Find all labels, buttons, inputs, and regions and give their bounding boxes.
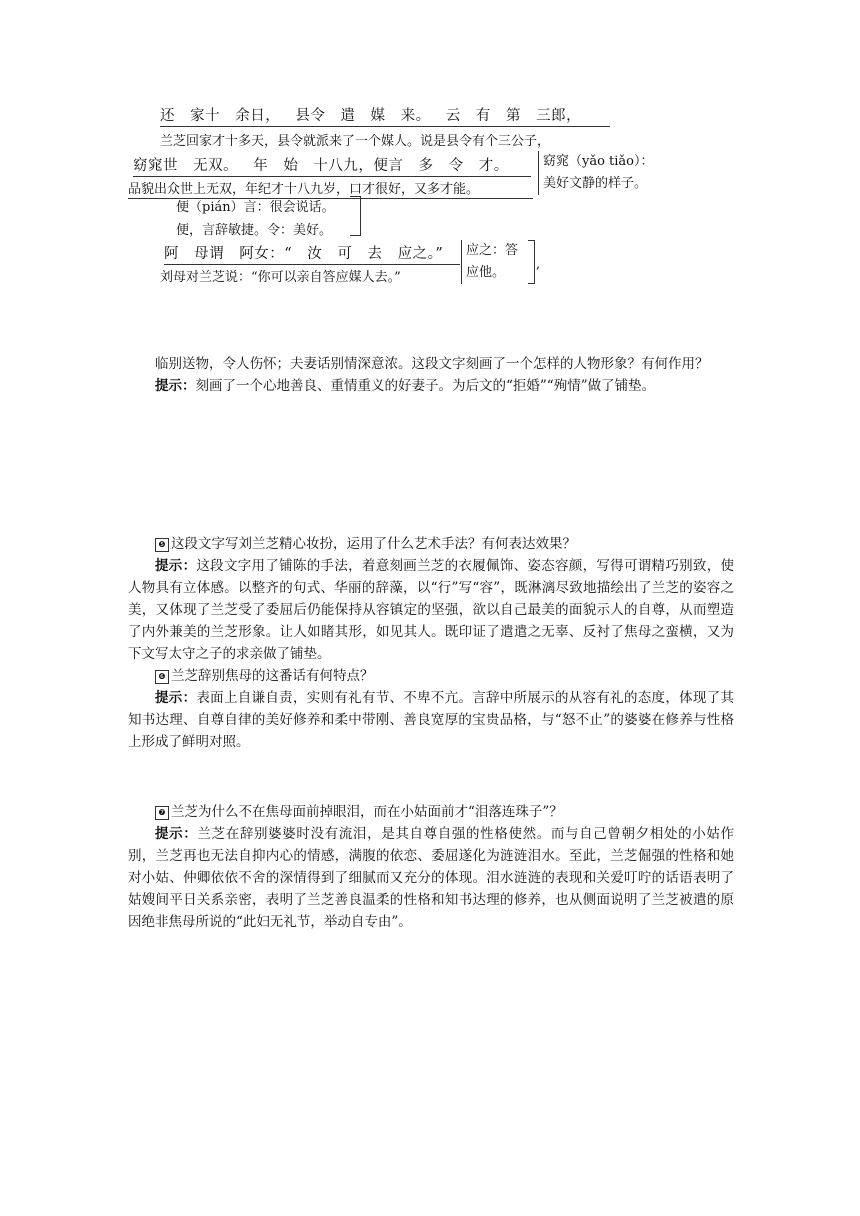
note-bianyan-line1: 便（pián）言：很会说话。 <box>176 200 335 215</box>
note-bianyan-bracket <box>350 196 361 236</box>
question-2-text <box>128 533 734 555</box>
question-2 <box>128 533 734 665</box>
question-1 <box>128 353 734 397</box>
note-yaotiao-line2: 美好文静的样子。 <box>543 176 648 191</box>
question-4 <box>128 801 734 933</box>
question-text: 兰芝辞别焦母的这番话有何特点？ <box>171 668 374 684</box>
question-3 <box>128 665 734 753</box>
note-yingzhi-bracket <box>528 240 535 284</box>
passage-line2-original: 窈窕世 无双。 年 始 十八九，便言 多 令 才。 <box>133 154 531 177</box>
hint-text: 表面上自谦自责，实则有礼有节、不卑不亢。言辞中所展示的从容有礼的态度，体现了其知书达理、自尊自律的美好修养和柔中带刚、善良宽厚的宝贵品格，与“怒不止”的婆婆在修养与性格上形成了鲜明对照。 <box>128 690 735 750</box>
question-1-hint <box>128 375 734 397</box>
question-3-text <box>128 665 734 687</box>
passage-line3-translation: 刘母对兰芝说：“你可以亲自答应媒人去。” <box>160 270 401 285</box>
comma-mark: , <box>536 257 541 272</box>
passage-line3-original: 阿 母谓 阿女：“ 汝 可 去 应之。” <box>164 242 460 265</box>
passage-line1-translation: 兰芝回家才十多天，县令就派来了一个媒人。说是县令有个三公子， <box>160 134 551 149</box>
question-1-text: 临别送物，令人伤怀；夫妻话别情深意浓。这段文字刻画了一个怎样的人物形象？有何作用？ <box>155 356 709 372</box>
note-yaotiao-line1: 窈窕（yǎo tiǎo）： <box>543 154 654 169</box>
question-number-icon: ❻ <box>155 670 169 684</box>
hint-label: 提示： <box>155 558 197 574</box>
question-4-hint <box>128 823 734 933</box>
note-bianyan-line2: 便，言辞敏捷。令：美好。 <box>176 223 333 238</box>
hint-label: 提示： <box>155 826 198 842</box>
passage-line2-translation: 品貌出众世上无双，年纪才十八九岁，口才很好，又多才能。 <box>128 178 533 199</box>
note-yingzhi <box>461 240 518 284</box>
question-4-text <box>128 801 734 823</box>
hint-text: 这段文字用了铺陈的手法，着意刻画兰芝的衣履佩饰、姿态容颜，写得可谓精巧别致，使人物具有立体感。以整齐的句式、华丽的辞藻，以“行”写“容”，既淋漓尽致地描绘出了兰芝的姿容之美，又体现了兰芝受了委屈后仍能保持从容镇定的坚强，欲以自己最美的面貌示人的自尊，从而塑造了内外兼美的兰芝形象。让人如睹其形，如见其人。既印证了遣遣之无辜、反衬了焦母之蛮横，又为下文写太守之子的求亲做了铺垫。 <box>128 558 735 662</box>
question-3-hint <box>128 687 734 753</box>
question-number-icon: ❺ <box>155 538 169 552</box>
passage-line1-original: 还 家十 余日， 县令 遣 媒 来。 云 有 第 三郎， <box>160 104 610 127</box>
hint-text: 兰芝在辞别婆婆时没有流泪，是其自尊自强的性格使然。而与自己曾朝夕相处的小姑作别，兰芝再也无法自抑内心的情感，满腹的依恋、委屈遂化为涟涟泪水。至此，兰芝倔强的性格和她对小姑、仲卿依依不舍的深情得到了细腻而又充分的体现。泪水涟涟的表现和关爱叮咛的话语表明了姑嫂间平日关系亲密，表明了兰芝善良温柔的性格和知书达理的修养，也从侧面说明了兰芝被遣的原因绝非焦母所说的“此妇无礼节，举动自专由”。 <box>128 826 735 930</box>
question-number-icon: ❼ <box>155 806 169 820</box>
question-text: 兰芝为什么不在焦母面前掉眼泪，而在小姑面前才“泪落连珠子”？ <box>171 804 563 820</box>
question-text: 这段文字写刘兰芝精心妆扮，运用了什么艺术手法？有何表达效果？ <box>171 536 576 552</box>
note-yingzhi-line2: 应他。 <box>466 265 506 280</box>
note-yaotiao <box>538 151 654 195</box>
hint-text: 刻画了一个心地善良、重情重义的好妻子。为后文的“拒婚”“殉情”做了铺垫。 <box>195 378 656 394</box>
note-yingzhi-line1: 应之：答 <box>466 243 519 258</box>
hint-label: 提示： <box>155 378 196 394</box>
question-2-hint <box>128 555 734 665</box>
hint-label: 提示： <box>155 690 197 706</box>
